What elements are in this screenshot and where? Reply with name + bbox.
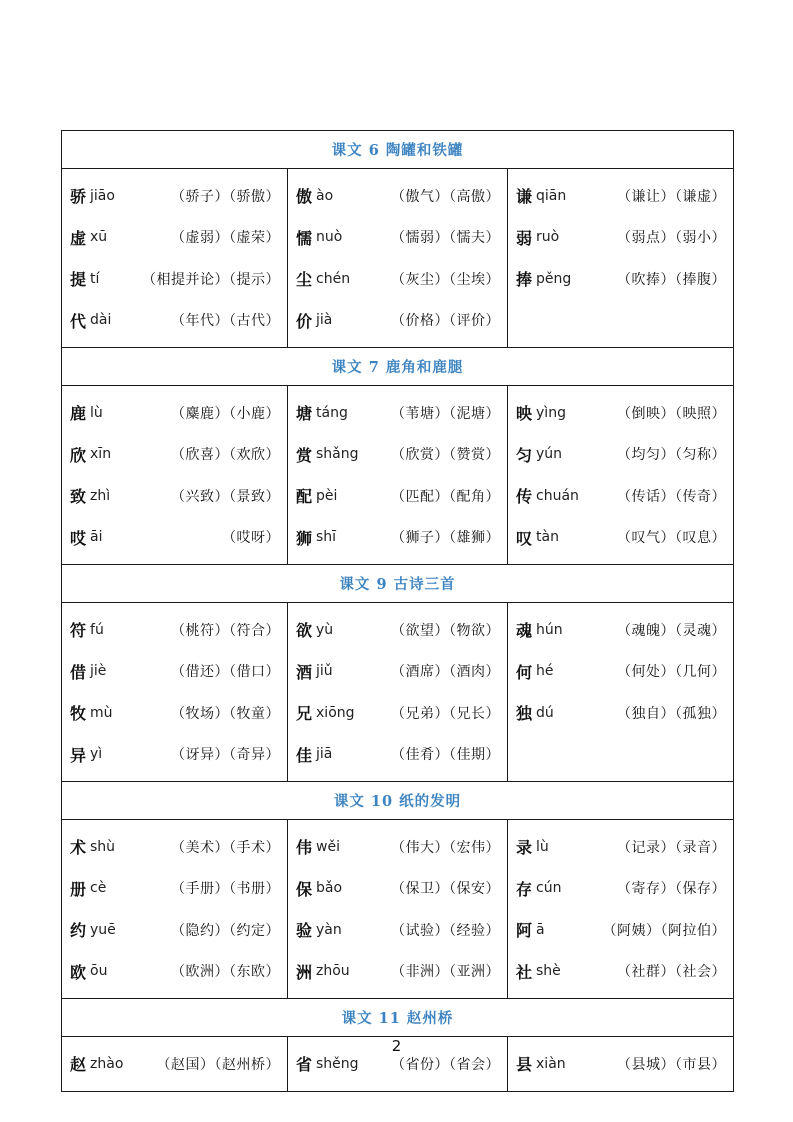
pinyin: mù (90, 704, 113, 721)
example-words: （县城）（市县） (617, 1056, 727, 1073)
character-entry (288, 826, 507, 868)
character: 异 (70, 745, 87, 765)
character: 约 (70, 921, 87, 941)
lesson-title: 课文 10 纸的发明 (62, 782, 734, 820)
character: 牧 (70, 704, 87, 724)
character: 赵 (70, 1055, 87, 1075)
character: 省 (296, 1055, 313, 1075)
character: 传 (516, 487, 533, 507)
character: 塘 (296, 404, 313, 424)
character: 兄 (296, 704, 313, 724)
pinyin: jiāo (90, 187, 115, 204)
character: 骄 (70, 187, 87, 207)
character: 鹿 (70, 404, 87, 424)
word-column (62, 386, 288, 565)
pinyin: dài (90, 312, 112, 329)
example-words: （保卫）（保安） (391, 881, 500, 898)
character-entry (288, 475, 507, 517)
vocabulary-table (61, 130, 734, 1092)
example-words: （魂魄）（灵魂） (617, 622, 727, 639)
character-entry (62, 517, 287, 559)
example-words: （欣喜）（欢欣） (171, 447, 280, 464)
pinyin: yún (536, 446, 563, 463)
lesson-heading-row (62, 348, 734, 386)
lesson-title: 课文 7 鹿角和鹿腿 (62, 348, 734, 386)
example-words: （骄子）（骄傲） (171, 188, 280, 205)
lesson-words-row (62, 820, 734, 999)
pinyin: ào (316, 187, 334, 204)
example-words: （兴致）（景致） (171, 488, 280, 505)
character-entry (288, 868, 507, 910)
word-column (288, 169, 508, 348)
example-words: （社群）（社会） (617, 964, 727, 981)
character-entry (508, 517, 733, 559)
character-entry (288, 175, 507, 217)
character: 傲 (296, 187, 313, 207)
example-words: （牧场）（牧童） (171, 705, 280, 722)
example-words: （伟大）（宏伟） (391, 839, 500, 856)
character: 代 (70, 311, 87, 331)
pinyin: jiǔ (316, 663, 333, 680)
character: 提 (70, 270, 87, 290)
character-entry (62, 258, 287, 300)
pinyin: yìng (536, 404, 566, 421)
character: 魂 (516, 621, 533, 641)
example-words: （叹气）（叹息） (617, 530, 727, 547)
character-entry (62, 826, 287, 868)
lesson-words-row (62, 386, 734, 565)
example-words: （苇塘）（泥塘） (391, 405, 500, 422)
character-entry (508, 909, 733, 951)
lesson-words-row (62, 603, 734, 782)
example-words: （试验）（经验） (391, 922, 500, 939)
example-words: （傲气）（高傲） (391, 188, 500, 205)
character: 匀 (516, 445, 533, 465)
character-entry (62, 692, 287, 734)
character-entry (288, 609, 507, 651)
example-words: （均匀）（匀称） (617, 447, 727, 464)
character-entry (288, 692, 507, 734)
example-words: （讶异）（奇异） (171, 747, 280, 764)
pinyin: dú (536, 704, 554, 721)
character: 欣 (70, 445, 87, 465)
character-entry (62, 951, 287, 993)
example-words: （吹捧）（捧腹） (617, 271, 727, 288)
character: 保 (296, 879, 313, 899)
character: 录 (516, 838, 533, 858)
character: 叹 (516, 528, 533, 548)
pinyin: táng (316, 404, 348, 421)
pinyin: cè (90, 880, 107, 897)
character-entry (288, 517, 507, 559)
character: 狮 (296, 528, 313, 548)
character-entry (508, 392, 733, 434)
character: 虚 (70, 228, 87, 248)
pinyin: zhào (90, 1055, 124, 1072)
example-words: （手册）（书册） (171, 881, 280, 898)
pinyin: jià (316, 312, 333, 329)
character-entry (508, 217, 733, 259)
character: 欧 (70, 962, 87, 982)
example-words: （酒席）（酒肉） (391, 664, 500, 681)
lesson-heading-row (62, 999, 734, 1037)
pinyin: yù (316, 621, 334, 638)
example-words: （懦弱）（懦夫） (391, 230, 500, 247)
example-words: （年代）（古代） (171, 313, 280, 330)
character: 符 (70, 621, 87, 641)
example-words: （桃符）（符合） (171, 622, 280, 639)
character-entry (508, 651, 733, 693)
pinyin: wěi (316, 838, 340, 855)
character-entry (62, 868, 287, 910)
pinyin: pěng (536, 270, 572, 287)
character: 借 (70, 662, 87, 682)
example-words: （传话）（传奇） (617, 488, 727, 505)
character-entry (62, 609, 287, 651)
character-entry (62, 175, 287, 217)
example-words: （匹配）（配角） (391, 488, 500, 505)
pinyin: zhì (90, 487, 111, 504)
word-column (62, 820, 288, 999)
pinyin: lù (90, 404, 103, 421)
lesson-words-row (62, 169, 734, 348)
character: 捧 (516, 270, 533, 290)
word-column (508, 820, 734, 999)
word-column (62, 603, 288, 782)
character: 县 (516, 1055, 533, 1075)
character-entry (508, 258, 733, 300)
example-words: （何处）（几何） (617, 664, 727, 681)
character-entry (288, 909, 507, 951)
character: 独 (516, 704, 533, 724)
character: 术 (70, 838, 87, 858)
word-column (508, 386, 734, 565)
character: 弱 (516, 228, 533, 248)
pinyin: xiàn (536, 1055, 566, 1072)
character-entry (288, 434, 507, 476)
pinyin: nuò (316, 229, 343, 246)
pinyin: chén (316, 270, 351, 287)
pinyin: pèi (316, 487, 338, 504)
example-words: （美术）（手术） (171, 839, 280, 856)
character-entry (508, 692, 733, 734)
character-entry (508, 609, 733, 651)
example-words: （倒映）（映照） (617, 405, 727, 422)
character-entry (288, 651, 507, 693)
page-number: 2 (391, 1037, 402, 1055)
character-entry (508, 434, 733, 476)
character-entry (62, 300, 287, 342)
character-entry (62, 434, 287, 476)
pinyin: qiān (536, 187, 567, 204)
example-words: （狮子）（雄狮） (391, 530, 500, 547)
pinyin: hé (536, 663, 554, 680)
character: 阿 (516, 921, 533, 941)
character: 社 (516, 962, 533, 982)
character: 欲 (296, 621, 313, 641)
character-entry (62, 392, 287, 434)
character-entry (62, 734, 287, 776)
pinyin: hún (536, 621, 563, 638)
character: 懦 (296, 228, 313, 248)
pinyin: āi (90, 529, 103, 546)
example-words: （欧洲）（东欧） (171, 964, 280, 981)
example-words: （虚弱）（虚荣） (171, 230, 280, 247)
character-entry (62, 909, 287, 951)
pinyin: bǎo (316, 880, 343, 897)
example-words: （兄弟）（兄长） (391, 705, 500, 722)
character: 赏 (296, 445, 313, 465)
character-entry (62, 475, 287, 517)
vocabulary-table-body (62, 131, 734, 1092)
word-column (508, 169, 734, 348)
pinyin: shī (316, 529, 337, 546)
pinyin: tí (90, 270, 100, 287)
character: 佳 (296, 745, 313, 765)
character-entry (288, 951, 507, 993)
character: 尘 (296, 270, 313, 290)
pinyin: shè (536, 963, 561, 980)
character-entry (62, 651, 287, 693)
example-words: （隐约）（约定） (171, 922, 280, 939)
character-entry (508, 951, 733, 993)
character-entry (288, 258, 507, 300)
word-column (62, 169, 288, 348)
word-column (288, 820, 508, 999)
example-words: （相提并论）（提示） (142, 271, 280, 288)
lesson-title: 课文 9 古诗三首 (62, 565, 734, 603)
character-entry (508, 175, 733, 217)
character: 洲 (296, 962, 313, 982)
example-words: （佳肴）（佳期） (391, 747, 500, 764)
word-column (288, 386, 508, 565)
pinyin: yuē (90, 921, 116, 938)
example-words: （哎呀） (222, 530, 280, 547)
lesson-heading-row (62, 131, 734, 169)
character: 册 (70, 879, 87, 899)
example-words: （省份）（省会） (391, 1056, 500, 1073)
pinyin: xīn (90, 446, 112, 463)
character-entry (62, 217, 287, 259)
character-entry (288, 217, 507, 259)
pinyin: ruò (536, 229, 560, 246)
example-words: （阿姨）（阿拉伯） (602, 922, 727, 939)
pinyin: yì (90, 746, 103, 763)
character: 哎 (70, 528, 87, 548)
example-words: （独自）（孤独） (617, 705, 727, 722)
example-words: （欣赏）（赞赏） (391, 447, 500, 464)
pinyin: lù (536, 838, 549, 855)
character-entry (288, 300, 507, 342)
example-words: （记录）（录音） (617, 839, 727, 856)
pinyin: shǎng (316, 446, 359, 463)
pinyin: shù (90, 838, 116, 855)
character-entry (508, 868, 733, 910)
example-words: （欲望）（物欲） (391, 622, 500, 639)
character: 验 (296, 921, 313, 941)
character: 价 (296, 311, 313, 331)
pinyin: yàn (316, 921, 342, 938)
pinyin: xū (90, 229, 108, 246)
character-entry (288, 734, 507, 776)
pinyin: cún (536, 880, 562, 897)
example-words: （非洲）（亚洲） (391, 964, 500, 981)
pinyin: fú (90, 621, 104, 638)
example-words: （价格）（评价） (391, 313, 500, 330)
pinyin: jiā (316, 746, 333, 763)
lesson-heading-row (62, 782, 734, 820)
lesson-heading-row (62, 565, 734, 603)
character: 何 (516, 662, 533, 682)
character-entry (508, 826, 733, 868)
character: 映 (516, 404, 533, 424)
word-column (288, 603, 508, 782)
character: 谦 (516, 187, 533, 207)
character: 存 (516, 879, 533, 899)
pinyin: xiōng (316, 704, 355, 721)
example-words: （借还）（借口） (171, 664, 280, 681)
character: 致 (70, 487, 87, 507)
pinyin: zhōu (316, 963, 350, 980)
character: 伟 (296, 838, 313, 858)
word-column (508, 603, 734, 782)
character-entry (508, 475, 733, 517)
character: 酒 (296, 662, 313, 682)
example-words: （弱点）（弱小） (617, 230, 727, 247)
lesson-title: 课文 6 陶罐和铁罐 (62, 131, 734, 169)
example-words: （麋鹿）（小鹿） (171, 405, 280, 422)
example-words: （谦让）（谦虚） (617, 188, 727, 205)
pinyin: tàn (536, 529, 559, 546)
example-words: （灰尘）（尘埃） (391, 271, 500, 288)
pinyin: shěng (316, 1055, 359, 1072)
example-words: （寄存）（保存） (617, 881, 727, 898)
lesson-title: 课文 11 赵州桥 (62, 999, 734, 1037)
pinyin: jiè (90, 663, 107, 680)
character: 配 (296, 487, 313, 507)
example-words: （赵国）（赵州桥） (156, 1056, 280, 1073)
pinyin: ōu (90, 963, 108, 980)
character-entry (288, 392, 507, 434)
pinyin: ā (536, 921, 545, 938)
pinyin: chuán (536, 487, 579, 504)
